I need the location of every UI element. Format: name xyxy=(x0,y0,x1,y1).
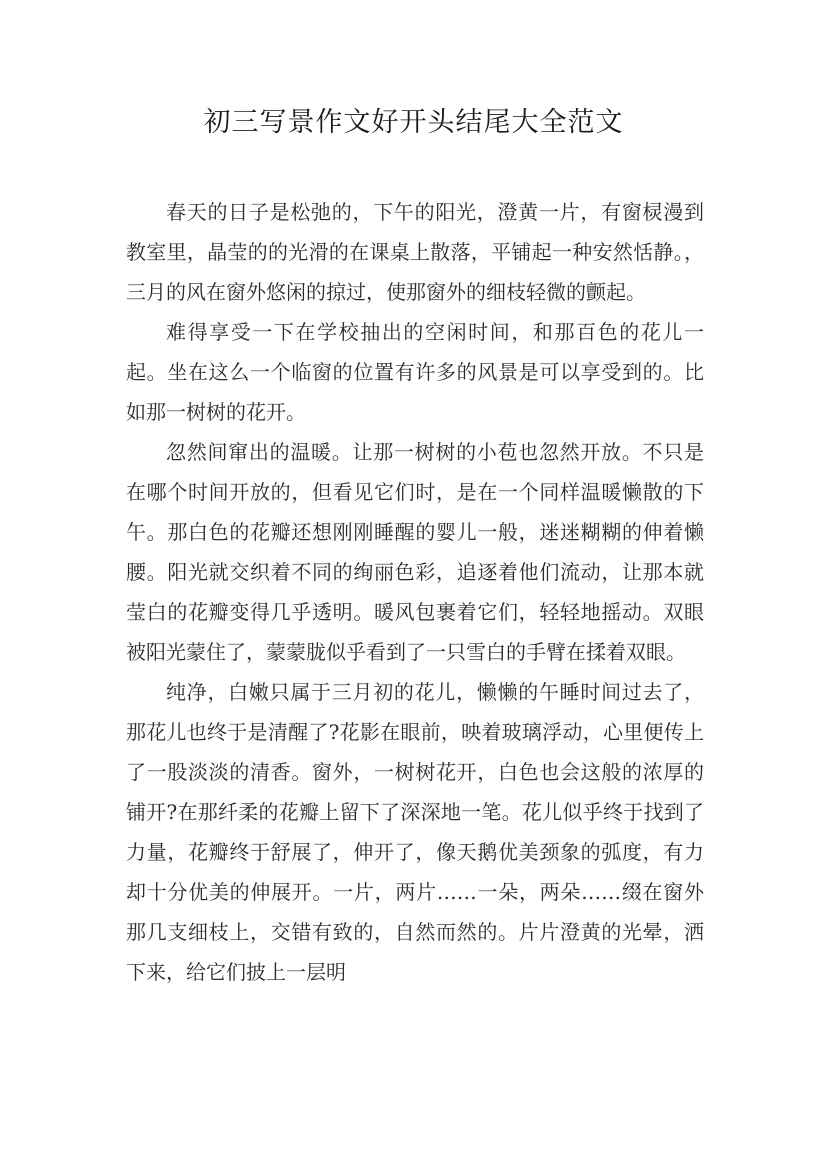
paragraph-2: 难得享受一下在学校抽出的空闲时间，和那百色的花儿一起。坐在这么一个临窗的位置有许多的风景是可以享受到的。比如那一树树的花开。 xyxy=(126,320,704,424)
paragraph-3: 忽然间窜出的温暖。让那一树树的小苞也忽然开放。不只是在哪个时间开放的，但看见它们时，是在一个同样温暖懒散的下午。那白色的花瓣还想刚刚睡醒的婴儿一般，迷迷糊糊的伸着懒腰。阳光就交织着不同的绚丽色彩，追逐着他们流动，让那本就莹白的花瓣变得几乎透明。暖风包裹着它们，轻轻地摇动。双眼被阳光蒙住了，蒙蒙胧似乎看到了一只雪白的手臂在揉着双眼。 xyxy=(126,440,704,664)
paragraph-4: 纯净，白嫩只属于三月初的花儿，懒懒的午睡时间过去了，那花儿也终于是清醒了?花影在眼前，映着玻璃浮动，心里便传上了一股淡淡的清香。窗外，一树树花开，白色也会这般的浓厚的铺开?在那纤柔的花瓣上留下了深深地一笔。花儿似乎终于找到了力量，花瓣终于舒展了，伸开了，像天鹅优美颈象的弧度，有力却十分优美的伸展开。一片，两片……一朵，两朵……缀在窗外那几支细枝上，交错有致的，自然而然的。片片澄黄的光晕，洒下来，给它们披上一层明 xyxy=(126,680,704,984)
paragraph-1: 春天的日子是松弛的，下午的阳光，澄黄一片，有窗棂漫到教室里，晶莹的的光滑的在课桌上散落，平铺起一种安然恬静。，三月的风在窗外悠闲的掠过，使那窗外的细枝轻微的颤起。 xyxy=(126,200,704,304)
document-body xyxy=(126,192,704,992)
document-title: 初三写景作文好开头结尾大全范文 xyxy=(203,107,624,138)
